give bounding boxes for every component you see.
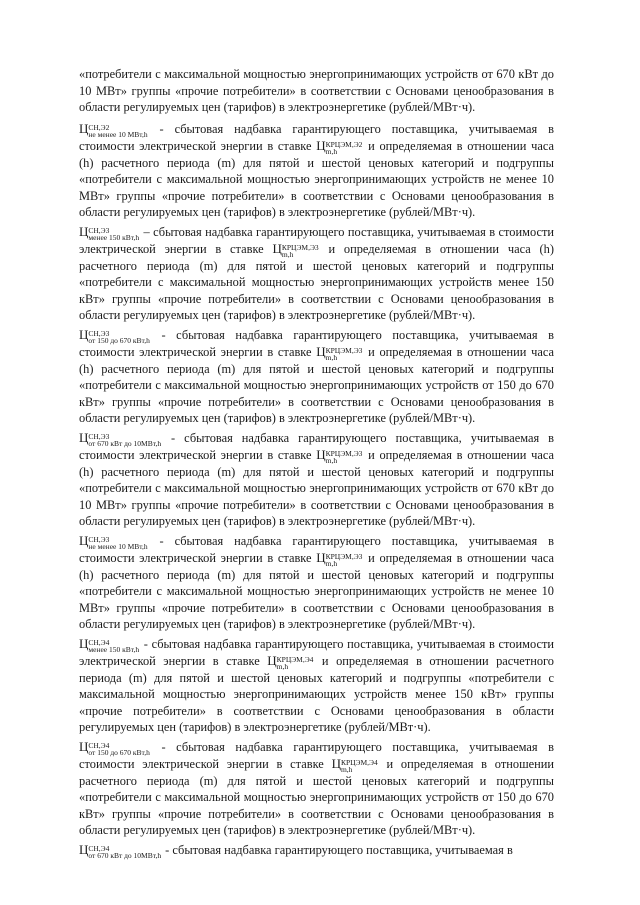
intro-paragraph: «потребители с максимальной мощностью энергопринимающих устройств от 670 кВт до 10 МВт» группы «прочие потребители» в соответствии с Основами ценообразования в области регулируемых цен (тарифов) в электроэнергетике (рублей/МВт·ч). [79,67,554,114]
rate-indices [341,759,378,773]
rate-letter: Ц [272,240,282,256]
rate-indices [326,553,363,567]
rate-subscript: m,h [325,146,338,156]
definition-paragraph [79,430,554,530]
definition-text: сбытовая надбавка гарантирующего поставщика, учитываемая в стоимости электрической энергии в ставке [79,739,554,771]
rate-indices [326,141,363,155]
rate-symbol [316,446,363,465]
tariff-symbol [79,532,149,551]
definition-paragraph [79,121,554,221]
tariff-symbol [79,635,140,654]
definition-text-continued: и определяемая в отношении часа (h) расчетного периода (m) для пятой и шестой ценовых категорий и подгруппы «потребители с максимальной мощностью энергопринимающих устройств не менее 10 МВт» группы «прочие потребители» в соответствии с Основами ценообразования в области регулируемых цен (тарифов) в электроэнергетике (рублей/МВт·ч). [79,138,555,219]
definition-paragraph [79,224,554,324]
symbol-superscript: СН,Э3 [88,225,110,235]
rate-superscript: КРЦЭМ,Э3 [281,242,319,252]
definition-text: сбытовая надбавка гарантирующего поставщика, учитываемая в стоимости электрической энергии в ставке [79,121,554,153]
definition-paragraph [79,533,554,633]
dash: - [140,636,152,651]
dash: – [140,224,154,239]
symbol-superscript: СН,Э2 [88,122,110,132]
tariff-symbol [79,223,140,242]
symbol-subscript: от 670 кВт до 10МВт,h [88,438,162,448]
dash: - [150,327,177,342]
tariff-symbol [79,841,162,860]
dash: - [148,121,175,136]
symbol-superscript: СН,Э4 [88,843,110,853]
symbol-indices [88,639,139,653]
symbol-letter: Ц [79,326,89,342]
symbol-letter: Ц [79,120,89,136]
symbol-superscript: СН,Э4 [88,637,110,647]
rate-indices [282,244,319,258]
symbol-indices [88,742,149,756]
definition-paragraph [79,636,554,736]
symbol-subscript: от 150 до 670 кВт,h [88,335,150,345]
rate-symbol [316,137,363,156]
rate-subscript: m,h [281,249,294,259]
rate-indices [277,656,314,670]
symbol-indices [88,845,161,859]
rate-letter: Ц [316,549,326,565]
symbol-letter: Ц [79,223,89,239]
symbol-subscript: от 670 кВт до 10МВт,h [88,850,162,860]
rate-superscript: КРЦЭМ,Э4 [276,654,314,664]
definition-paragraph [79,327,554,427]
symbol-letter: Ц [79,532,89,548]
rate-superscript: КРЦЭМ,Э3 [325,345,363,355]
rate-symbol [316,343,363,362]
definition-text-continued: и определяемая в отношении расчетного периода (m) для пятой и шестой ценовых категорий и подгруппы «потребители с максимальной мощностью энергопринимающих устройств от 150 до 670 кВт» группы «прочие потребители» в соответствии с Основами ценообразования в области регулируемых цен (тарифов) в электроэнергетике (рублей/МВт·ч). [79,756,555,837]
definition-text: сбытовая надбавка гарантирующего поставщика, учитываемая в стоимости электрической энергии в ставке [79,224,554,256]
symbol-superscript: СН,Э4 [88,740,110,750]
rate-subscript: m,h [325,455,338,465]
rate-symbol [331,755,379,774]
symbol-superscript: СН,Э3 [88,431,110,441]
rate-indices [326,347,363,361]
rate-symbol [267,652,314,671]
rate-superscript: КРЦЭМ,Э3 [325,551,363,561]
symbol-indices [88,536,147,550]
symbol-indices [88,124,147,138]
definition-text-continued: и определяемая в отношении расчетного периода (m) для пятой и шестой ценовых категорий и подгруппы «потребители с максимальной мощностью энергопринимающих устройств менее 150 кВт» группы «прочие потребители» в соответствии с Основами ценообразования в области регулируемых цен (тарифов) в электроэнергетике (рублей/МВт·ч). [79,653,555,734]
definition-text: сбытовая надбавка гарантирующего поставщика, учитываемая в [172,842,513,857]
symbol-indices [88,330,149,344]
symbol-letter: Ц [79,841,89,857]
symbol-subscript: не менее 10 МВт,h [88,129,148,139]
definition-text-continued: и определяемая в отношении часа (h) расчетного периода (m) для пятой и шестой ценовых категорий и подгруппы «потребители с максимальной мощностью энергопринимающих устройств от 150 до 670 кВт» группы «прочие потребители» в соответствии с Основами ценообразования в области регулируемых цен (тарифов) в электроэнергетике (рублей/МВт·ч). [79,344,555,425]
rate-subscript: m,h [325,352,338,362]
tariff-symbol [79,738,151,757]
rate-superscript: КРЦЭМ,Э3 [325,448,363,458]
symbol-subscript: менее 150 кВт,h [88,644,140,654]
definitions-list [79,121,554,859]
symbol-subscript: менее 150 кВт,h [88,232,140,242]
symbol-indices [88,433,161,447]
dash: - [162,430,185,445]
symbol-subscript: от 150 до 670 кВт,h [88,747,150,757]
symbol-superscript: СН,Э3 [88,534,110,544]
definition-text: сбытовая надбавка гарантирующего поставщика, учитываемая в стоимости электрической энергии в ставке [79,430,554,462]
dash: - [148,533,175,548]
definition-text: сбытовая надбавка гарантирующего поставщика, учитываемая в стоимости электрической энергии в ставке [79,533,554,565]
tariff-symbol [79,429,162,448]
definition-paragraph [79,739,554,839]
rate-subscript: m,h [276,661,289,671]
rate-letter: Ц [316,137,326,153]
rate-letter: Ц [331,755,341,771]
definition-text: сбытовая надбавка гарантирующего поставщика, учитываемая в стоимости электрической энергии в ставке [79,327,554,359]
rate-indices [326,450,363,464]
dash: - [150,739,177,754]
symbol-letter: Ц [79,429,89,445]
symbol-subscript: не менее 10 МВт,h [88,541,148,551]
rate-symbol [316,549,363,568]
symbol-letter: Ц [79,738,89,754]
definition-text-continued: и определяемая в отношении часа (h) расчетного периода (m) для пятой и шестой ценовых категорий и подгруппы «потребители с максимальной мощностью энергопринимающих устройств менее 150 кВт» группы «прочие потребители» в соответствии с Основами ценообразования в области регулируемых цен (тарифов) в электроэнергетике (рублей/МВт·ч). [79,241,554,322]
tariff-symbol [79,326,151,345]
tariff-symbol [79,120,149,139]
rate-subscript: m,h [325,558,338,568]
rate-subscript: m,h [340,764,353,774]
definition-text-continued: и определяемая в отношении часа (h) расчетного периода (m) для пятой и шестой ценовых категорий и подгруппы «потребители с максимальной мощностью энергопринимающих устройств от 670 кВт до 10 МВт» группы «прочие потребители» в соответствии с Основами ценообразования в области регулируемых цен (тарифов) в электроэнергетике (рублей/МВт·ч). [79,447,555,528]
definition-text: сбытовая надбавка гарантирующего поставщика, учитываемая в стоимости электрической энергии в ставке [79,636,554,668]
rate-superscript: КРЦЭМ,Э4 [340,757,378,767]
rate-symbol [272,240,319,259]
rate-superscript: КРЦЭМ,Э2 [325,139,363,149]
rate-letter: Ц [316,446,326,462]
definition-paragraph [79,842,554,859]
definition-text-continued: и определяемая в отношении часа (h) расчетного периода (m) для пятой и шестой ценовых категорий и подгруппы «потребители с максимальной мощностью энергопринимающих устройств не менее 10 МВт» группы «прочие потребители» в соответствии с Основами ценообразования в области регулируемых цен (тарифов) в электроэнергетике (рублей/МВт·ч). [79,550,555,631]
rate-letter: Ц [267,652,277,668]
symbol-superscript: СН,Э3 [88,328,110,338]
symbol-letter: Ц [79,635,89,651]
dash: - [162,842,173,857]
rate-letter: Ц [316,343,326,359]
symbol-indices [88,227,139,241]
